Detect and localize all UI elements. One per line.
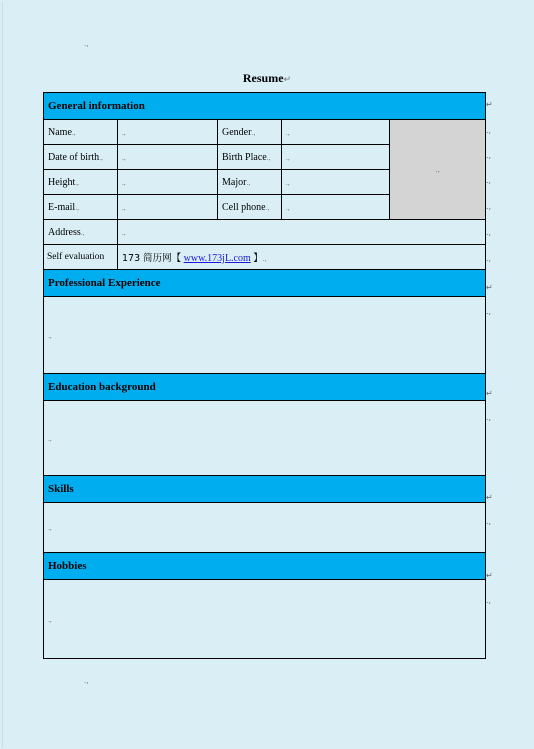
- document-title: [0, 71, 534, 86]
- document-title-text: Resume: [242, 71, 284, 85]
- field-value-cell-phone[interactable]: .,: [282, 195, 390, 220]
- row-end-mark: .,: [486, 228, 492, 237]
- section-skills: [44, 476, 486, 503]
- row-end-mark: .,: [486, 151, 492, 160]
- section-header-experience: Professional Experience: [44, 270, 486, 297]
- row-end-mark: .,: [486, 254, 492, 263]
- return-mark: ↵: [283, 74, 292, 84]
- row-end-mark: ↵: [486, 571, 493, 580]
- resume-table: [43, 92, 486, 659]
- hobbies-body[interactable]: .,: [44, 580, 486, 659]
- education-body[interactable]: .,: [44, 401, 486, 476]
- field-value-address[interactable]: .,: [118, 220, 486, 245]
- row-end-mark: ↵: [486, 100, 493, 109]
- row-address: [44, 220, 486, 245]
- experience-body-row: [44, 297, 486, 374]
- skills-body-row: [44, 503, 486, 553]
- section-education: [44, 374, 486, 401]
- row-self-evaluation: [44, 245, 486, 270]
- field-label-name: Name.,: [44, 120, 118, 145]
- field-label-self-evaluation: Self evaluation: [44, 245, 118, 270]
- skills-body[interactable]: .,: [44, 503, 486, 553]
- section-hobbies: [44, 553, 486, 580]
- section-header-education: Education background: [44, 374, 486, 401]
- field-label-birth-place: Birth Place.,: [218, 145, 282, 170]
- education-body-row: [44, 401, 486, 476]
- row-end-mark: .,: [486, 126, 492, 135]
- field-value-dob[interactable]: .,: [118, 145, 218, 170]
- row-end-mark: ↵: [486, 283, 493, 292]
- section-general: [44, 93, 486, 120]
- field-value-gender[interactable]: .,: [282, 120, 390, 145]
- section-header-hobbies: Hobbies: [44, 553, 486, 580]
- row-end-mark: ↵: [486, 389, 493, 398]
- website-link[interactable]: www.173jL.com: [183, 253, 251, 264]
- field-value-email[interactable]: .,: [118, 195, 218, 220]
- field-label-major: Major.,: [218, 170, 282, 195]
- paragraph-mark-bottom: .,: [84, 677, 89, 685]
- photo-placeholder[interactable]: .,: [390, 120, 486, 220]
- row-end-mark: .,: [486, 413, 492, 422]
- field-label-cell-phone: Cell phone.,: [218, 195, 282, 220]
- section-header-general: General information: [44, 93, 486, 120]
- paragraph-mark-top: .,: [84, 40, 89, 48]
- row-end-mark: .,: [486, 596, 492, 605]
- field-label-dob: Date of birth.,: [44, 145, 118, 170]
- row-name-gender: [44, 120, 486, 145]
- experience-body[interactable]: .,: [44, 297, 486, 374]
- row-end-mark: .,: [486, 176, 492, 185]
- field-label-email: E-mail.,: [44, 195, 118, 220]
- row-end-mark: .,: [486, 307, 492, 316]
- field-label-address: Address.,: [44, 220, 118, 245]
- field-value-name[interactable]: .,: [118, 120, 218, 145]
- field-value-height[interactable]: .,: [118, 170, 218, 195]
- row-end-mark: .,: [486, 517, 492, 526]
- field-value-self-evaluation[interactable]: 173 简历网【 www.173jL.com 】.,: [118, 245, 486, 270]
- row-end-mark: ↵: [486, 493, 493, 502]
- field-value-major[interactable]: .,: [282, 170, 390, 195]
- section-header-skills: Skills: [44, 476, 486, 503]
- field-label-gender: Gender.,: [218, 120, 282, 145]
- field-label-height: Height.,: [44, 170, 118, 195]
- section-experience: [44, 270, 486, 297]
- field-value-birth-place[interactable]: .,: [282, 145, 390, 170]
- hobbies-body-row: [44, 580, 486, 659]
- row-end-mark: .,: [486, 202, 492, 211]
